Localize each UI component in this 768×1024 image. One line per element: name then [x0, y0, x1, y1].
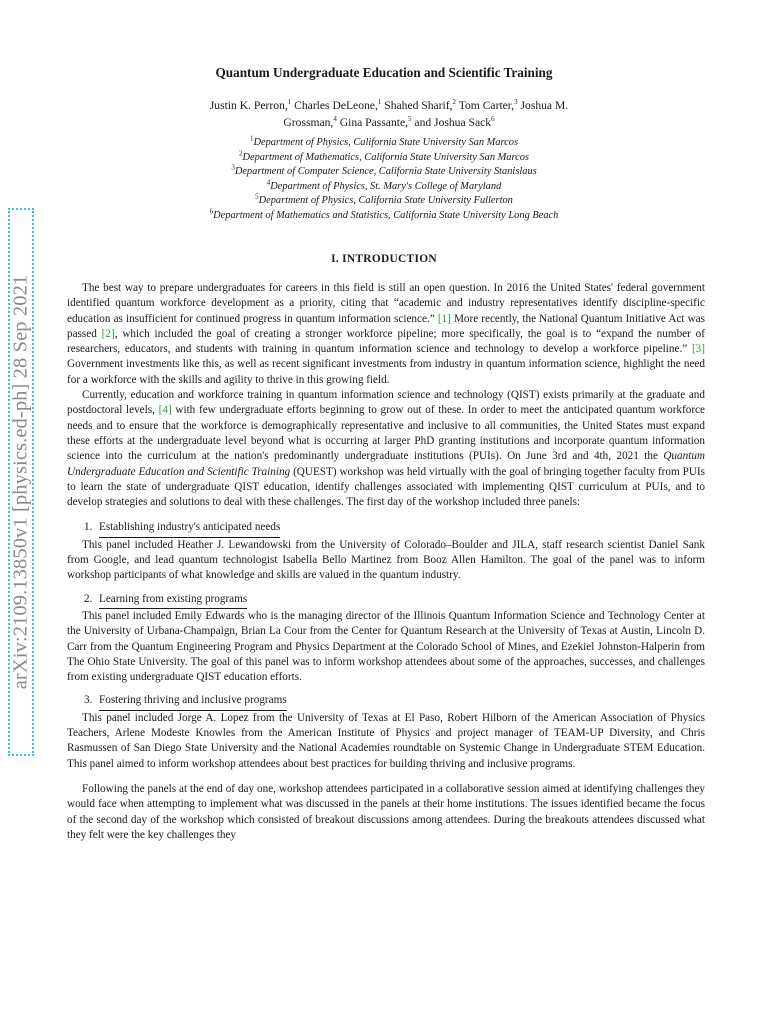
author: Justin K. Perron,$^1$ [209, 98, 292, 112]
arxiv-sidebar-stamp [4, 208, 40, 758]
panel-title: Establishing industry's anticipated needs [99, 520, 280, 537]
list-item [67, 693, 705, 771]
author: Gina Passante,$^5$ [339, 115, 412, 129]
list-item [67, 592, 705, 686]
list-number: 1. [84, 521, 93, 534]
affiliation: $^4$Department of Physics, St. Mary's College of Maryland [266, 178, 502, 192]
panel-title: Fostering thriving and inclusive programs [99, 693, 287, 710]
paragraph: The best way to prepare undergraduates for careers in this field is still an open question. In 2016 the United States' federal government identified quantum workforce development as a priority, citing that “academic and industry representatives identify discipline-specific education as insufficient for continued progress in quantum information science.” [1] More recently, the National Quantum Initiative Act was passed [2], which included the goal of creating a stronger workforce pipeline; more specifically, the goal is to “expand the number of researchers, educators, and students with training in quantum information science and technology to develop a workforce pipeline.” [3] Government investments like this, as well as recent significant investments from industry in quantum information science, highlight the need for a workforce with the skills and agility to thrive in this growing field. [67, 282, 705, 386]
panel-title: Learning from existing programs [99, 592, 247, 609]
section-heading-introduction: I. INTRODUCTION [331, 253, 437, 265]
citation-link[interactable]: [4] [158, 404, 172, 417]
paragraph: Currently, education and workforce training in quantum information science and technology (QIST) exists primarily at the graduate and postdoctoral levels, [4] with few undergraduate efforts beginning to grow out of these. In order to meet the anticipated quantum workforce needs and to ensure that the workforce is demographically representative and inclusive to all communities, the United States must expand these efforts at the undergraduate level beyond what is occurring at larger PhD granting institutions and incorporate quantum information science into the curriculum at the nation's predominantly undergraduate institutions (PUIs). On June 3rd and 4th, 2021 the Quantum Undergraduate Education and Scientific Training (QUEST) workshop was held virtually with the goal of bringing together faculty from PUIs to learn the state of undergraduate QIST education, identify challenges associated with implementing QIST curriculum at PUIs, and to develop strategies and solutions to deal with these challenges. The first day of the workshop included three panels: [67, 389, 705, 509]
author: Shahed Sharif,$^2$ [384, 98, 457, 112]
author-list [190, 97, 588, 131]
author: Joshua M. Grossman,$^4$ [283, 99, 569, 129]
arxiv-identifier: arXiv:2109.13850v1 [physics.ed-ph] 28 Sep 2021 [9, 274, 32, 690]
affiliation: $^6$Department of Mathematics and Statistics, California State University Long Beach [209, 207, 559, 221]
panel-list [67, 520, 705, 771]
affiliation: $^2$Department of Mathematics, California State University San Marcos [239, 149, 529, 163]
affiliation-list [0, 136, 768, 224]
panel-description: This panel included Emily Edwards who is the managing director of the Illinois Quantum Information Science and Technology Center at the University of Urbana-Champaign, Brian La Cour from the Center for Quantum Research at the University of Texas at Austin, Lincoln D. Carr from the Quantum Engineering Program and Physics Department at the Colorado School of Mines, and Ezekiel Johnston-Halperin from The Ohio State University. The goal of this panel was to inform workshop attendees about some of the approaches, successes, and challenges from existing undergraduate QIST education efforts. [67, 609, 705, 684]
affiliation: $^3$Department of Computer Science, California State University Stanislaus [231, 163, 537, 178]
author: Tom Carter,$^3$ [458, 98, 518, 112]
paragraph: Following the panels at the end of day one, workshop attendees participated in a collaborative session aimed at identifying challenges they would face when attempting to implement what was discussed in the panels at their home institutions. The issues identified became the focus of the second day of the workshop which consisted of breakout discussions among attendees. During the breakouts attendees discussed what they felt were the key challenges they [67, 782, 705, 841]
introduction-body [67, 281, 705, 843]
citation-link[interactable]: [2] [101, 327, 115, 340]
author: Charles DeLeone,$^1$ [294, 98, 382, 112]
panel-description: This panel included Heather J. Lewandowski from the University of Colorado–Boulder and JILA, staff research scientist Daniel Sank from Google, and lead quantum technologist Isabella Bello Martinez from Booz Allen Hamilton. The goal of the panel was to inform workshop participants of what knowledge and skills are valued in the quantum industry. [67, 538, 705, 582]
paper-title: Quantum Undergraduate Education and Scientific Training [215, 65, 553, 80]
affiliation: $^5$Department of Physics, California State University Fullerton [255, 192, 513, 207]
list-number: 3. [84, 694, 93, 707]
affiliation: $^1$Department of Physics, California State University San Marcos [249, 134, 519, 148]
list-number: 2. [84, 592, 93, 605]
author: and Joshua Sack$^6$ [414, 115, 495, 129]
citation-link[interactable]: [1] [437, 312, 451, 325]
citation-link[interactable]: [3] [691, 343, 705, 356]
panel-description: This panel included Jorge A. Lopez from the University of Texas at El Paso, Robert Hilborn of the American Association of Physics Teachers, Arlene Modeste Knowles from the American Institute of Physics and project manager of TEAM-UP Diversity, and Chris Rasmussen of San Diego State University and the National Academies roundtable on Systemic Change in Undergraduate STEM Education. This panel aimed to inform workshop attendees about best practices for building thriving and inclusive programs. [67, 711, 705, 770]
list-item [67, 520, 705, 583]
